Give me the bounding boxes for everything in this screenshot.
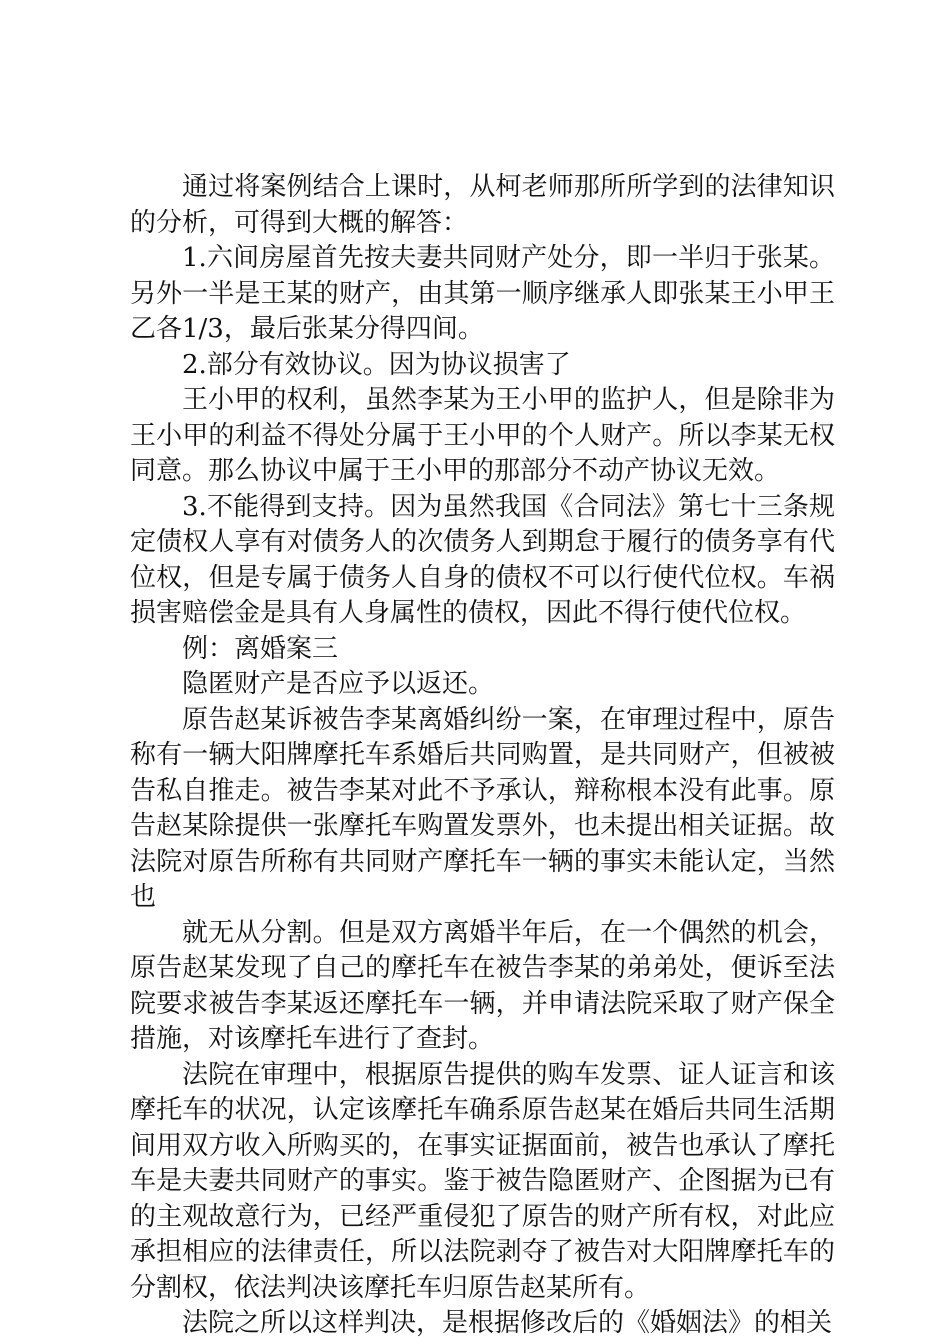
paragraph-answer-2: 2.部分有效协议。因为协议损害了 xyxy=(182,349,571,380)
paragraph-case-facts: 原告赵某诉被告李某离婚纠纷一案，在审理过程中，原告称有一辆大阳牌摩托车系婚后共同购置，是共同财产，但被被告私自推走。被告李某对此不予承认，辩称根本没有此事。原告赵某除提供一张摩托车购置发票外，也未提出相关证据。故法院对原告所称有共同财产摩托车一辆的事实未能认定，当然也 xyxy=(130,704,835,912)
paragraph-answer-1: 1.六间房屋首先按夫妻共同财产处分，即一半归于张某。另外一半是王某的财产，由其第一顺序继承人即张某王小甲王乙各1/3，最后张某分得四间。 xyxy=(130,243,835,344)
paragraph-case-heading: 例：离婚案三 xyxy=(182,633,339,664)
paragraph-case-facts-cont: 就无从分割。但是双方离婚半年后，在一个偶然的机会，原告赵某发现了自己的摩托车在被告李某的弟弟处，便诉至法院要求被告李某返还摩托车一辆，并申请法院采取了财产保全措施，对该摩托车进行了查封。 xyxy=(130,917,835,1054)
document-body xyxy=(130,170,835,1342)
paragraph-case-question: 隐匿财产是否应予以返还。 xyxy=(182,669,495,699)
paragraph-court-reason: 法院之所以这样判决，是根据修改后的《婚姻法》的相关 xyxy=(182,1308,833,1338)
paragraph-court-ruling: 法院在审理中，根据原告提供的购车发票、证人证言和该摩托车的状况，认定该摩托车确系原告赵某在婚后共同生活期间用双方收入所购买的，在事实证据面前，被告也承认了摩托车是夫妻共同财产的事实。鉴于被告隐匿财产、企图据为已有的主观故意行为，已经严重侵犯了原告的财产所有权，对此应承担相应的法律责任，所以法院剥夺了被告对大阳牌摩托车的分割权，依法判决该摩托车归原告赵某所有。 xyxy=(130,1059,835,1303)
paragraph-answer-3: 3.不能得到支持。因为虽然我国《合同法》第七十三条规定债权人享有对债务人的次债务人到期怠于履行的债务享有代位权，但是专属于债务人自身的债权不可以行使代位权。车祸损害赔偿金是具有人身属性的债权，因此不得行使代位权。 xyxy=(130,491,835,628)
paragraph-intro: 通过将案例结合上课时，从柯老师那所所学到的法律知识的分析，可得到大概的解答： xyxy=(130,172,835,238)
paragraph-answer-2-cont: 王小甲的权利，虽然李某为王小甲的监护人，但是除非为王小甲的利益不得处分属于王小甲的个人财产。所以李某无权同意。那么协议中属于王小甲的那部分不动产协议无效。 xyxy=(130,385,835,486)
